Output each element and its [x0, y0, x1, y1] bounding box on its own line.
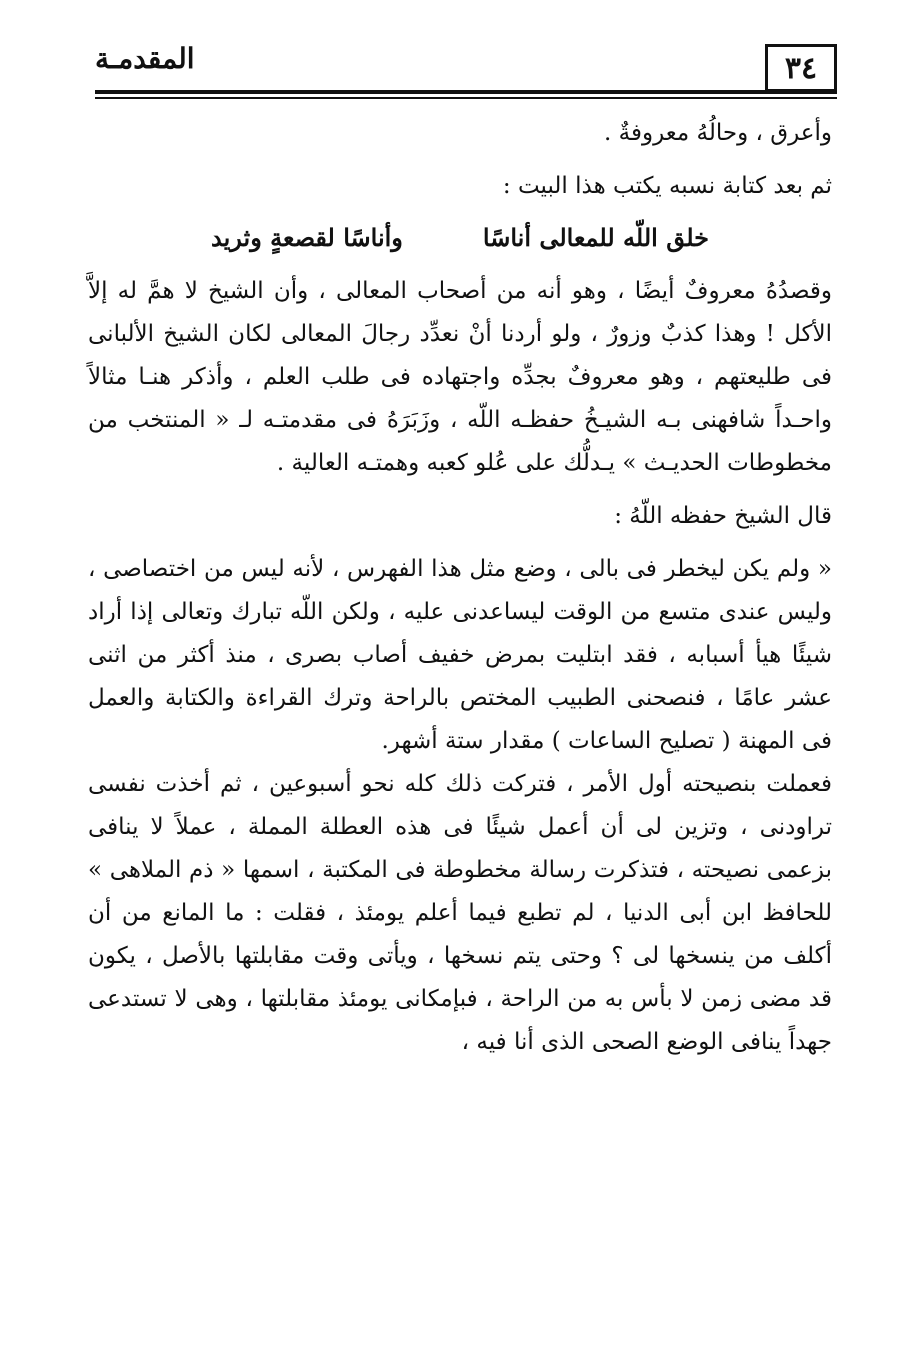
paragraph-quote-2: فعملت بنصيحته أول الأمر ، فتركت ذلك كله نحو أسبوعين ، ثم أخذت نفسى تراودنى ، وتزين لى أن أعمل شيئًا فى هذه العطلة المملة ، عملاً لا ينافى بزعمى نصيحته ، فتذكرت رسالة مخطوطة فى المكتبة ، اسمها « ذم الملاهى » للحافظ ابن أبى الدنيا ، لم تطبع فيما أعلم يومئذ ، فقلت : ما المانع من أن أكلف من ينسخها لى ؟ وحتى يتم نسخها ، ويأتى وقت مقابلتها بالأصل ، يكون قد مضى زمن لا بأس به من الراحة ، فبإمكانى يومئذ مقابلتها ، وهى لا تستدعى جهداً ينافى الوضع الصحى الذى أنا فيه ،	[88, 771, 832, 1055]
header-rule-thin	[95, 97, 837, 99]
paragraph-quote-1: « ولم يكن ليخطر فى بالى ، وضع مثل هذا الفهرس ، لأنه ليس من اختصاصى ، وليس عندى متسع من الوقت ليساعدنى عليه ، ولكن اللّه تبارك وتعالى إذا أراد شيئًا هيأ أسبابه ، فقد ابتليت بمرض خفيف أصاب بصرى ، منذ أكثر من اثنى عشر عامًا ، فنصحنى الطبيب المختص بالراحة وترك القراءة والكتابة والعمل فى المهنة ( تصليح الساعات ) مقدار ستة أشهر.	[88, 556, 833, 754]
page-header	[95, 38, 837, 98]
continuation-line: وأعرق ، وحالُهُ معروفةٌ .	[604, 120, 832, 146]
spacer	[88, 155, 832, 165]
paragraph-commentary: وقصدُهُ معروفٌ أيضًا ، وهو أنه من أصحاب المعالى ، وأن الشيخ لا همَّ له إلاَّ الأكل ! وهذا كذبٌ وزورٌ ، ولو أردنا أنْ نعدِّد رجالَ المعالى لكان الشيخ الألبانى فى طليعتهم ، وهو معروفٌ بجدِّه واجتهاده فى طلب العلم ، وأذكر هنـا مثالاً واحـداً شافهنى بـه الشيـخُ حفظـه اللّه ، وزَبَرَهُ فى مقدمتـه لـ « المنتخب من مخطوطات الحديـث » يـدلُّك على عُلو كعبه وهمتـه العالية .	[88, 278, 832, 476]
header-rule-thick	[95, 90, 837, 94]
page-body	[88, 112, 832, 1064]
verse-intro: ثم بعد كتابة نسبه يكتب هذا البيت :	[502, 173, 832, 199]
poetry-verse	[88, 212, 832, 264]
spacer	[88, 485, 832, 495]
verse-hemistich-second: وأناسًا لقصعةٍ وثريد	[211, 223, 403, 252]
running-title: المقدمـة	[95, 42, 195, 75]
verse-hemistich-first: خلق اللّه للمعالى أناسًا	[482, 223, 709, 252]
quote-intro: قال الشيخ حفظه اللّهُ :	[614, 503, 832, 529]
spacer	[88, 538, 832, 548]
page-number: ٣٤	[765, 44, 837, 92]
